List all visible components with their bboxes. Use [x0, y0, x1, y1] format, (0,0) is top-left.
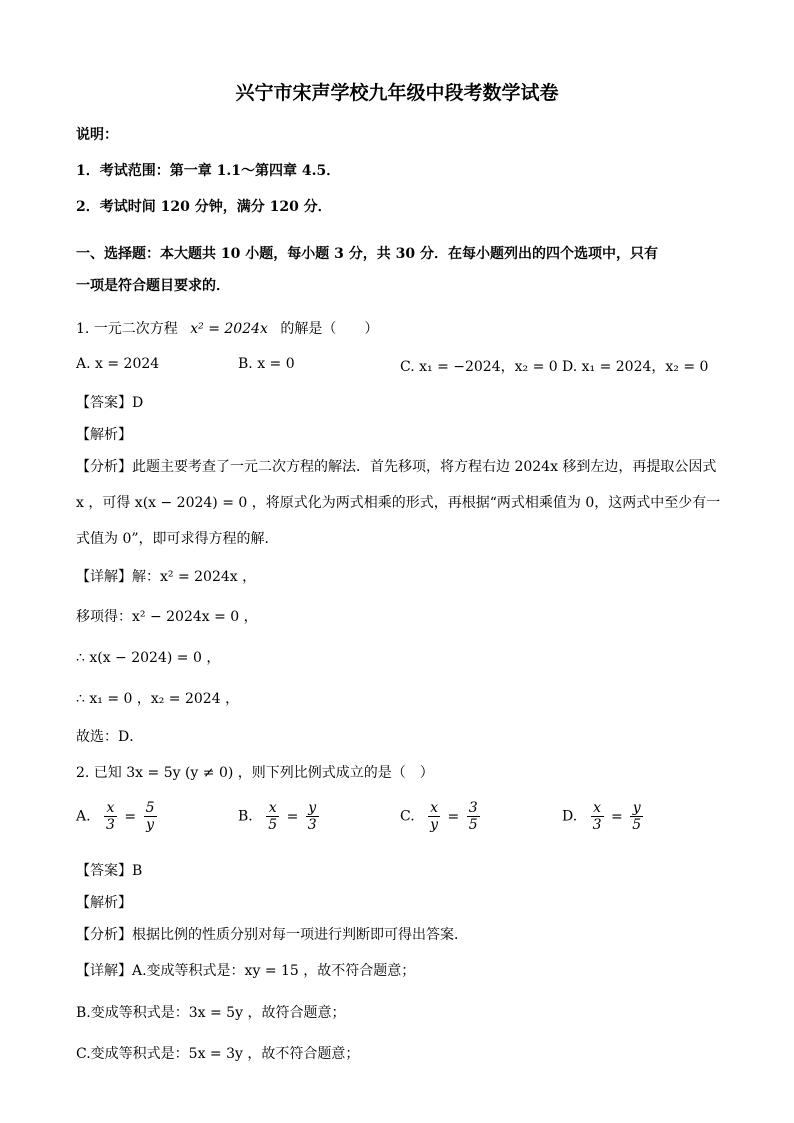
- q1-analysis-line1: 【分析】此题主要考查了一元二次方程的解法．首先移项，将方程右边 2024x 移到左边，再提取公因式: [76, 459, 717, 475]
- q2-detail-b: B.变成等积式是：3x = 5y ，故符合题意；: [76, 1005, 346, 1021]
- q2-option-d-num1: x: [591, 800, 604, 817]
- q2-option-b-den2: 3: [307, 817, 317, 833]
- q1-analysis-line2: x ，可得 x(x − 2024) = 0 ，将原式化为两式相乘的形式，再根据“两式相乘值为 0，这两式中至少有一: [76, 495, 721, 511]
- q2-detail-c: C.变成等积式是：5x = 3y ，故不符合题意；: [76, 1046, 360, 1062]
- section-heading-line2: 一项是符合题目要求的．: [76, 278, 230, 294]
- q1-detail-line1: 【详解】解：x² = 2024x ，: [76, 569, 257, 585]
- q2-option-b-equals: =: [286, 808, 299, 825]
- q1-option-d: D. x₁ = 2024，x₂ = 0: [562, 359, 709, 375]
- q2-option-a-num1: x: [104, 800, 117, 817]
- q2-answer: 【答案】B: [76, 863, 143, 879]
- section-heading-line1: 一、选择题：本大题共 10 小题，每小题 3 分，共 30 分．在每小题列出的四个选项中，只有: [76, 246, 658, 262]
- q1-analysis-label: 【解析】: [76, 427, 132, 443]
- note-scope: 1．考试范围：第一章 1.1～第四章 4.5．: [76, 163, 341, 179]
- q1-option-c: C. x₁ = −2024，x₂ = 0: [400, 359, 558, 375]
- q2-analysis-label: 【解析】: [76, 895, 132, 911]
- q1-stem-pre: 1. 一元二次方程: [76, 321, 178, 337]
- q2-option-d-den1: 3: [592, 817, 602, 833]
- note-time: 2．考试时间 120 分钟，满分 120 分．: [76, 199, 332, 215]
- q2-option-c-den2: 5: [468, 817, 478, 833]
- q2-option-c-label: C.: [400, 808, 415, 825]
- q1-analysis-line3: 式值为 0”，即可求得方程的解．: [76, 531, 279, 547]
- note-label: 说明：: [76, 127, 118, 143]
- q2-option-c-num1: x: [428, 800, 440, 817]
- q2-option-a-equals: =: [124, 808, 137, 825]
- q1-stem-equation: x² = 2024x: [190, 321, 268, 337]
- q1-option-b: B. x = 0: [238, 356, 295, 372]
- q2-option-c: [400, 800, 481, 833]
- q2-option-d-label: D.: [562, 808, 578, 825]
- q2-option-a-den2: y: [146, 817, 154, 833]
- q2-analysis-line1: 【分析】根据比例的性质分别对每一项进行判断即可得出答案．: [76, 927, 468, 943]
- q2-option-b-num2: y: [306, 800, 319, 817]
- q1-detail-line2: 移项得：x² − 2024x = 0 ，: [76, 609, 258, 625]
- q2-option-b-den1: 5: [268, 817, 278, 833]
- q1-answer: 【答案】D: [76, 395, 144, 411]
- q1-stem: [76, 318, 378, 338]
- page-title: 兴宁市宋声学校九年级中段考数学试卷: [235, 82, 559, 104]
- q2-stem: 2. 已知 3x = 5y (y ≠ 0) ，则下列比例式成立的是（ ）: [76, 765, 434, 781]
- q1-detail-line3: ∴ x(x − 2024) = 0 ，: [76, 650, 221, 666]
- q1-detail-line4: ∴ x₁ = 0 ，x₂ = 2024 ，: [76, 691, 240, 707]
- q2-option-d: [562, 800, 644, 833]
- q2-option-c-num2: 3: [468, 800, 478, 816]
- q1-stem-post: 的解是（ ）: [280, 321, 379, 337]
- q2-option-c-equals: =: [447, 808, 460, 825]
- q2-option-d-equals: =: [611, 808, 623, 825]
- q2-option-b-num1: x: [266, 800, 279, 817]
- q2-option-d-den2: 5: [632, 817, 642, 833]
- q2-option-a: [76, 800, 158, 833]
- q2-option-b: [238, 800, 320, 833]
- q2-option-c-den1: y: [430, 817, 439, 833]
- q2-detail-a: 【详解】A.变成等积式是：xy = 15 ，故不符合题意；: [76, 963, 416, 979]
- q2-option-a-num2: 5: [145, 800, 155, 816]
- q1-option-a: A. x = 2024: [76, 356, 160, 372]
- q2-option-d-num2: y: [630, 800, 643, 817]
- q1-detail-line5: 故选：D．: [76, 729, 144, 745]
- q2-option-b-label: B.: [238, 808, 253, 825]
- q2-option-a-label: A.: [76, 808, 91, 825]
- q2-option-a-den1: 3: [106, 817, 115, 833]
